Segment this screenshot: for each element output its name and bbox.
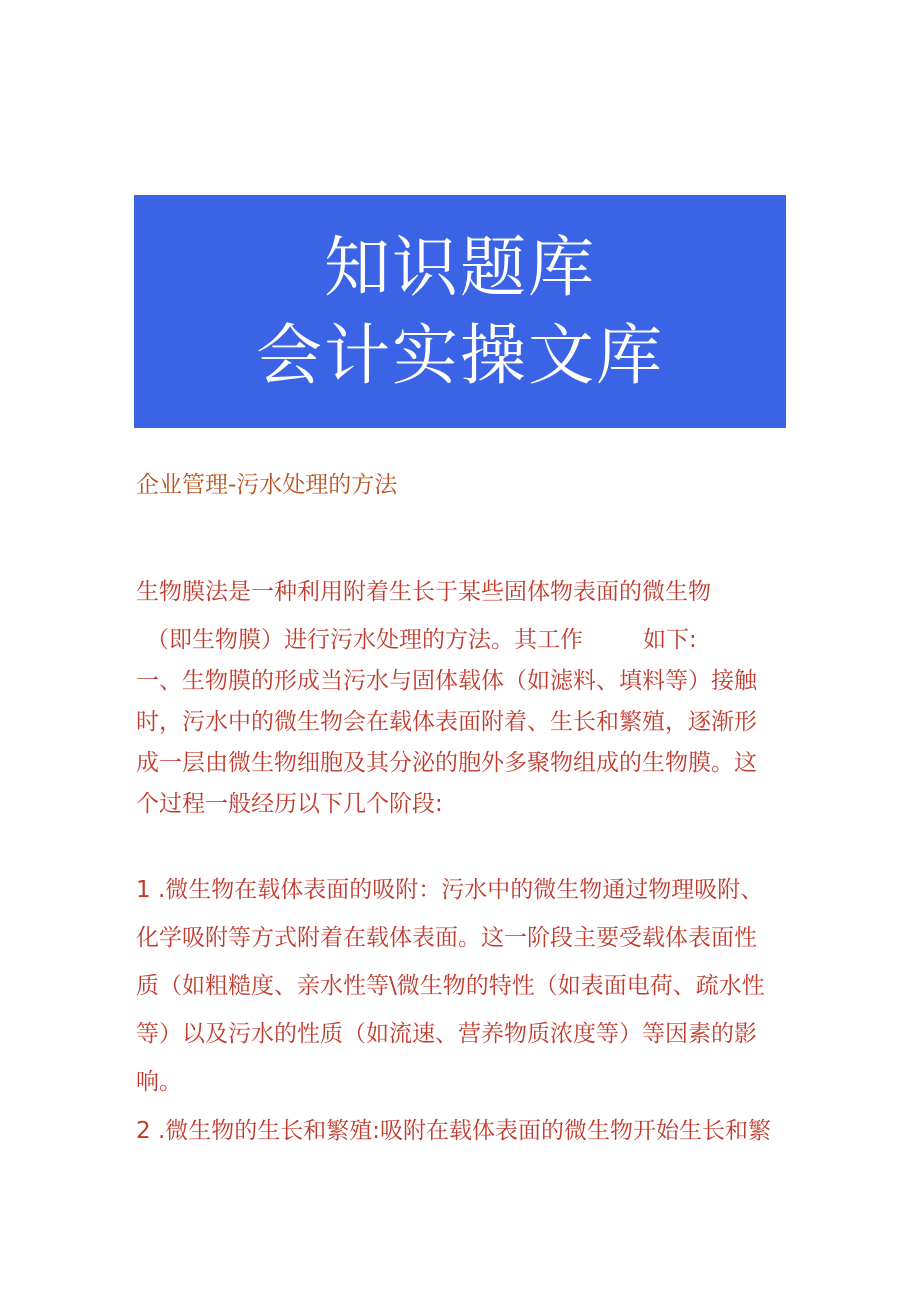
stage-1-paragraph xyxy=(136,866,765,1106)
banner xyxy=(134,195,786,428)
document-title: 企业管理-污水处理的方法 xyxy=(136,472,398,498)
stage-1-line-2: 化学吸附等方式附着在载体表面。这一阶段主要受载体表面性 xyxy=(136,925,757,951)
intro-line-2b: 如下: xyxy=(643,627,697,653)
intro-line-4: 时，污水中的微生物会在载体表面附着、生长和繁殖，逐渐形 xyxy=(136,709,757,735)
stage-1-line-3: 质（如粗糙度、亲水性等\微生物的特性（如表面电荷、疏水性 xyxy=(136,973,765,999)
stage-1-line-1: 1 .微生物在载体表面的吸附：污水中的微生物通过物理吸附、 xyxy=(136,877,764,903)
intro-line-5: 成一层由微生物细胞及其分泌的胞外多聚物组成的生物膜。这 xyxy=(136,750,757,776)
intro-paragraph xyxy=(136,620,757,825)
intro-line-3: 一、生物膜的形成当污水与固体载体（如滤料、填料等）接触 xyxy=(136,668,757,694)
intro-line-2a: （即生物膜）进行污水处理的方法。其工作 xyxy=(146,627,583,653)
intro-line-2 xyxy=(136,620,757,661)
banner-subtitle: 会计实操文库 xyxy=(256,316,664,394)
intro-line-6: 个过程一般经历以下几个阶段: xyxy=(136,791,443,817)
stage-2-line-1: 2 .微生物的生长和繁殖:吸附在载体表面的微生物开始生长和繁 xyxy=(136,1118,772,1144)
stage-1-line-4: 等）以及污水的性质（如流速、营养物质浓度等）等因素的影 xyxy=(136,1021,757,1047)
stage-1-line-5: 响。 xyxy=(136,1069,182,1095)
banner-title: 知识题库 xyxy=(324,228,596,306)
intro-line: 生物膜法是一种利用附着生长于某些固体物表面的微生物 xyxy=(136,579,711,605)
